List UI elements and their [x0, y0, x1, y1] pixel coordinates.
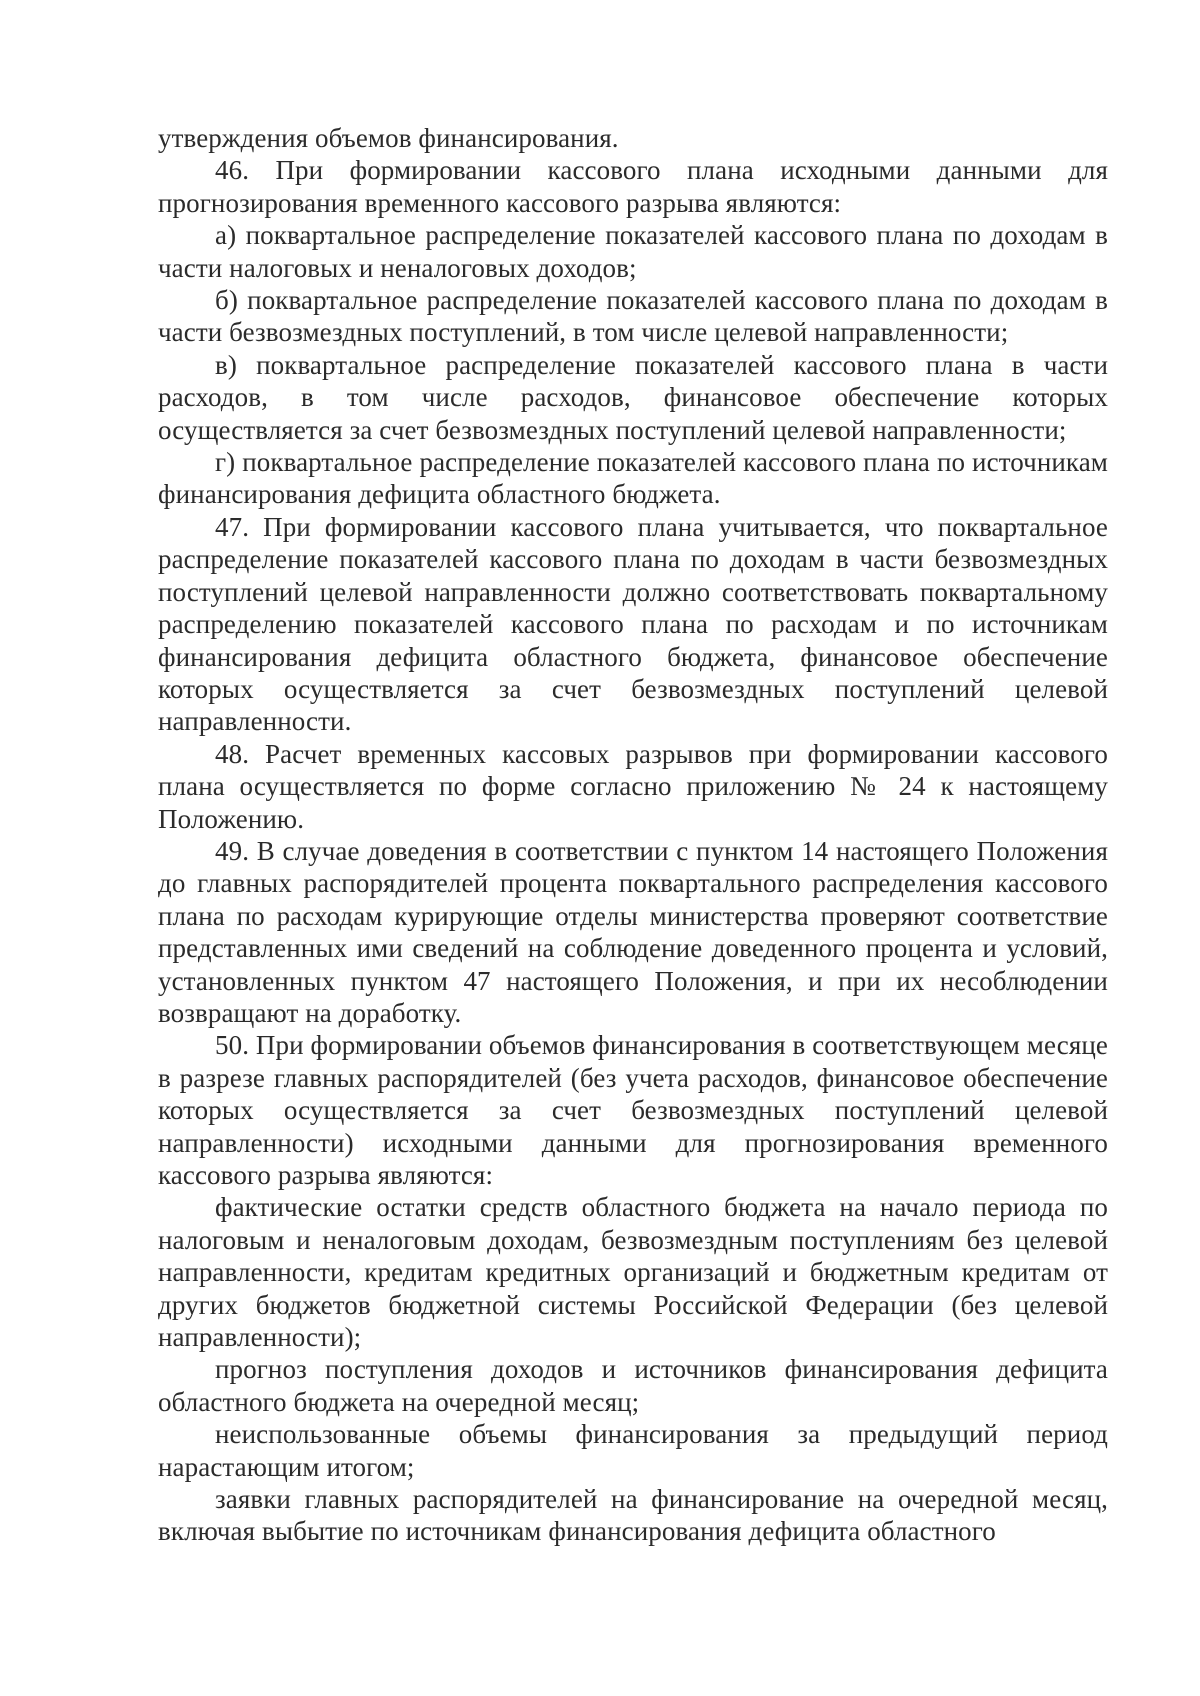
- paragraph-46: 46. При формировании кассового плана исходными данными для прогнозирования временного кассового разрыва являются:: [158, 155, 1108, 218]
- paragraph-46-g: г) поквартальное распределение показателей кассового плана по источникам финансирования дефицита областного бюджета.: [158, 447, 1108, 510]
- paragraph-50-item-3: неиспользованные объемы финансирования за предыдущий период нарастающим итогом;: [158, 1419, 1108, 1482]
- paragraph-46-v: в) поквартальное распределение показателей кассового плана в части расходов, в том числе расходов, финансовое обеспечение которых осуществляется за счет безвозмездных поступлений целевой направленности;: [158, 349, 1108, 445]
- paragraph-49: 49. В случае доведения в соответствии с пунктом 14 настоящего Положения до главных распорядителей процента поквартального распределения кассового плана по расходам курирующие отделы министерства проверяют соответствие представленных ими сведений на соблюдение доведенного процента и условий, установленных пунктом 47 настоящего Положения, и при их несоблюдении возвращают на доработку.: [158, 835, 1108, 1028]
- paragraph-continuation: утверждения объемов финансирования.: [158, 123, 619, 153]
- paragraph-47: 47. При формировании кассового плана учитывается, что поквартальное распределение показателей кассового плана по доходам в части безвозмездных поступлений целевой направленности должно соответствовать поквартальному распределению показателей кассового плана по расходам и по источникам финансирования дефицита областного бюджета, финансовое обеспечение которых осуществляется за счет безвозмездных поступлений целевой направленности.: [158, 511, 1108, 737]
- paragraph-46-b: б) поквартальное распределение показателей кассового плана по доходам в части безвозмездных поступлений, в том числе целевой направленности;: [158, 285, 1108, 348]
- document-page: [158, 122, 1108, 1548]
- paragraph-50-item-2: прогноз поступления доходов и источников финансирования дефицита областного бюджета на очередной месяц;: [158, 1354, 1108, 1417]
- paragraph-46-a: а) поквартальное распределение показателей кассового плана по доходам в части налоговых и неналоговых доходов;: [158, 220, 1108, 283]
- paragraph-50-item-1: фактические остатки средств областного бюджета на начало периода по налоговым и неналоговым доходам, безвозмездным поступлениям без целевой направленности, кредитам кредитных организаций и бюджетным кредитам от других бюджетов бюджетной системы Российской Федерации (без целевой направленности);: [158, 1192, 1108, 1353]
- paragraph-50-item-4: заявки главных распорядителей на финансирование на очередной месяц, включая выбытие по источникам финансирования дефицита областного: [158, 1484, 1108, 1547]
- paragraph-50: 50. При формировании объемов финансирования в соответствующем месяце в разрезе главных распорядителей (без учета расходов, финансовое обеспечение которых осуществляется за счет безвозмездных поступлений целевой направленности) исходными данными для прогнозирования временного кассового разрыва являются:: [158, 1030, 1108, 1190]
- paragraph-48: 48. Расчет временных кассовых разрывов при формировании кассового плана осуществляется по форме согласно приложению № 24 к настоящему Положению.: [158, 738, 1108, 834]
